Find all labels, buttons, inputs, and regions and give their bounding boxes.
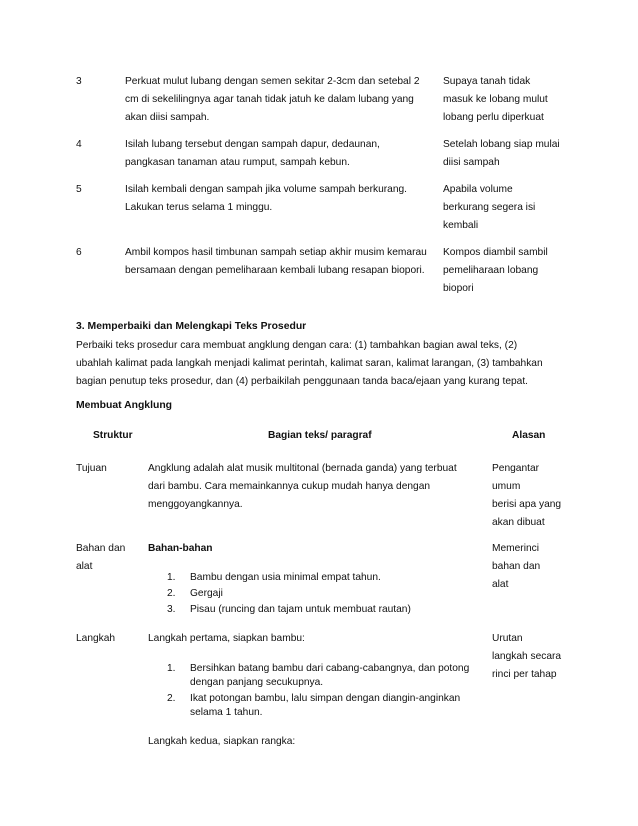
langkah-list bbox=[167, 662, 469, 722]
header-struktur: Struktur bbox=[93, 430, 133, 441]
text-line: pemeliharaan lobang bbox=[443, 265, 539, 276]
row-5-number: 5 bbox=[76, 184, 82, 195]
text-line: biopori bbox=[443, 283, 474, 294]
text-line: selama 1 tahun. bbox=[190, 707, 263, 718]
text-line: berkurang segera isi bbox=[443, 202, 536, 213]
row-6-description bbox=[125, 244, 440, 280]
text-line: Pisau (runcing dan tajam untuk membuat rautan) bbox=[190, 604, 411, 615]
row-6-number: 6 bbox=[76, 247, 82, 258]
text-line: ubahlah kalimat pada langkah menjadi kalimat perintah, kalimat saran, kalimat larangan, (3) tambahkan bbox=[76, 358, 543, 369]
langkah-step-1: Langkah pertama, siapkan bambu: bbox=[148, 633, 305, 644]
text-line: lobang perlu diperkuat bbox=[443, 112, 544, 123]
text-line: bahan dan bbox=[492, 561, 541, 572]
text-line: kembali bbox=[443, 220, 479, 231]
text-line: masuk ke lobang mulut bbox=[443, 94, 548, 105]
text-line: Isilah kembali dengan sampah jika volume sampah berkurang. bbox=[125, 184, 408, 195]
text-line: Memerinci bbox=[492, 543, 539, 554]
list-number: 1. bbox=[167, 572, 176, 583]
text-line: Angklung adalah alat musik multitonal (bernada ganda) yang terbuat bbox=[148, 463, 457, 474]
text-line: Ambil kompos hasil timbunan sampah setiap akhir musim kemarau bbox=[125, 247, 427, 258]
row-3-description bbox=[125, 73, 440, 127]
text-line: cm di sekelilingnya agar tanah tidak jatuh ke dalam lubang yang bbox=[125, 94, 414, 105]
table-heading: Membuat Angklung bbox=[76, 400, 173, 411]
text-line: Setelah lobang siap mulai bbox=[443, 139, 560, 150]
list-item bbox=[167, 571, 411, 585]
row-5-reason bbox=[443, 181, 573, 235]
header-alasan: Alasan bbox=[512, 430, 546, 441]
row-4-reason bbox=[443, 136, 573, 172]
text-line: Bahan dan bbox=[76, 543, 126, 554]
text-line: dengan panjang secukupnya. bbox=[190, 677, 324, 688]
row-5-description bbox=[125, 181, 440, 217]
list-number: 2. bbox=[167, 693, 176, 704]
section-title: 3. Memperbaiki dan Melengkapi Teks Prosedur bbox=[76, 321, 307, 332]
text-line: Ikat potongan bambu, lalu simpan dengan diangin-anginkan bbox=[190, 693, 461, 704]
list-number: 2. bbox=[167, 588, 176, 599]
text-line: rinci per tahap bbox=[492, 669, 557, 680]
text-line: Gergaji bbox=[190, 588, 223, 599]
text-line: Apabila volume bbox=[443, 184, 513, 195]
header-bagian-teks: Bagian teks/ paragraf bbox=[268, 430, 372, 441]
text-line: bagian penutup teks prosedur, dan (4) perbaikilah penggunaan tanda baca/ejaan yang kurang tepat. bbox=[76, 376, 528, 387]
text-line: langkah secara bbox=[492, 651, 562, 662]
langkah-alasan bbox=[492, 630, 582, 684]
text-line: Isilah lubang tersebut dengan sampah dapur, dedaunan, bbox=[125, 139, 380, 150]
text-line: Lakukan terus selama 1 minggu. bbox=[125, 202, 273, 213]
text-line: Bambu dengan usia minimal empat tahun. bbox=[190, 572, 381, 583]
list-item bbox=[167, 692, 469, 720]
row-3-number: 3 bbox=[76, 76, 82, 87]
struktur-langkah: Langkah bbox=[76, 633, 116, 644]
tujuan-text bbox=[148, 460, 478, 514]
text-line: Kompos diambil sambil bbox=[443, 247, 548, 258]
text-line: Perkuat mulut lubang dengan semen sekitar 2-3cm dan setebal 2 bbox=[125, 76, 420, 87]
text-line: menggoyangkannya. bbox=[148, 499, 243, 510]
text-line: alat bbox=[76, 561, 93, 572]
text-line: Pengantar bbox=[492, 463, 540, 474]
text-line: Supaya tanah tidak bbox=[443, 76, 531, 87]
text-line: alat bbox=[492, 579, 509, 590]
text-line: akan dibuat bbox=[492, 517, 545, 528]
list-number: 1. bbox=[167, 663, 176, 674]
text-line: dari bambu. Cara memainkannya cukup mudah hanya dengan bbox=[148, 481, 431, 492]
struktur-tujuan: Tujuan bbox=[76, 463, 107, 474]
text-line: umum bbox=[492, 481, 521, 492]
instruction-paragraph bbox=[76, 337, 576, 391]
struktur-bahan-alat bbox=[76, 540, 141, 576]
text-line: pangkasan tanaman atau rumput, sampah kebun. bbox=[125, 157, 350, 168]
row-3-reason bbox=[443, 73, 573, 127]
row-4-number: 4 bbox=[76, 139, 82, 150]
text-line: Urutan bbox=[492, 633, 523, 644]
tujuan-alasan bbox=[492, 460, 582, 532]
text-line: bersamaan dengan pemeliharaan kembali lubang resapan biopori. bbox=[125, 265, 425, 276]
bahan-alasan bbox=[492, 540, 582, 594]
langkah-step-2: Langkah kedua, siapkan rangka: bbox=[148, 736, 296, 747]
bahan-label: Bahan-bahan bbox=[148, 543, 213, 554]
text-line: Perbaiki teks prosedur cara membuat angklung dengan cara: (1) tambahkan bagian awal teks, (2) bbox=[76, 340, 518, 351]
text-line: diisi sampah bbox=[443, 157, 500, 168]
bahan-list bbox=[167, 571, 411, 619]
list-number: 3. bbox=[167, 604, 176, 615]
list-item bbox=[167, 587, 411, 601]
list-item bbox=[167, 603, 411, 617]
text-line: Bersihkan batang bambu dari cabang-cabangnya, dan potong bbox=[190, 663, 470, 674]
text-line: akan diisi sampah. bbox=[125, 112, 210, 123]
list-item bbox=[167, 662, 469, 690]
row-6-reason bbox=[443, 244, 573, 298]
text-line: berisi apa yang bbox=[492, 499, 562, 510]
row-4-description bbox=[125, 136, 440, 172]
